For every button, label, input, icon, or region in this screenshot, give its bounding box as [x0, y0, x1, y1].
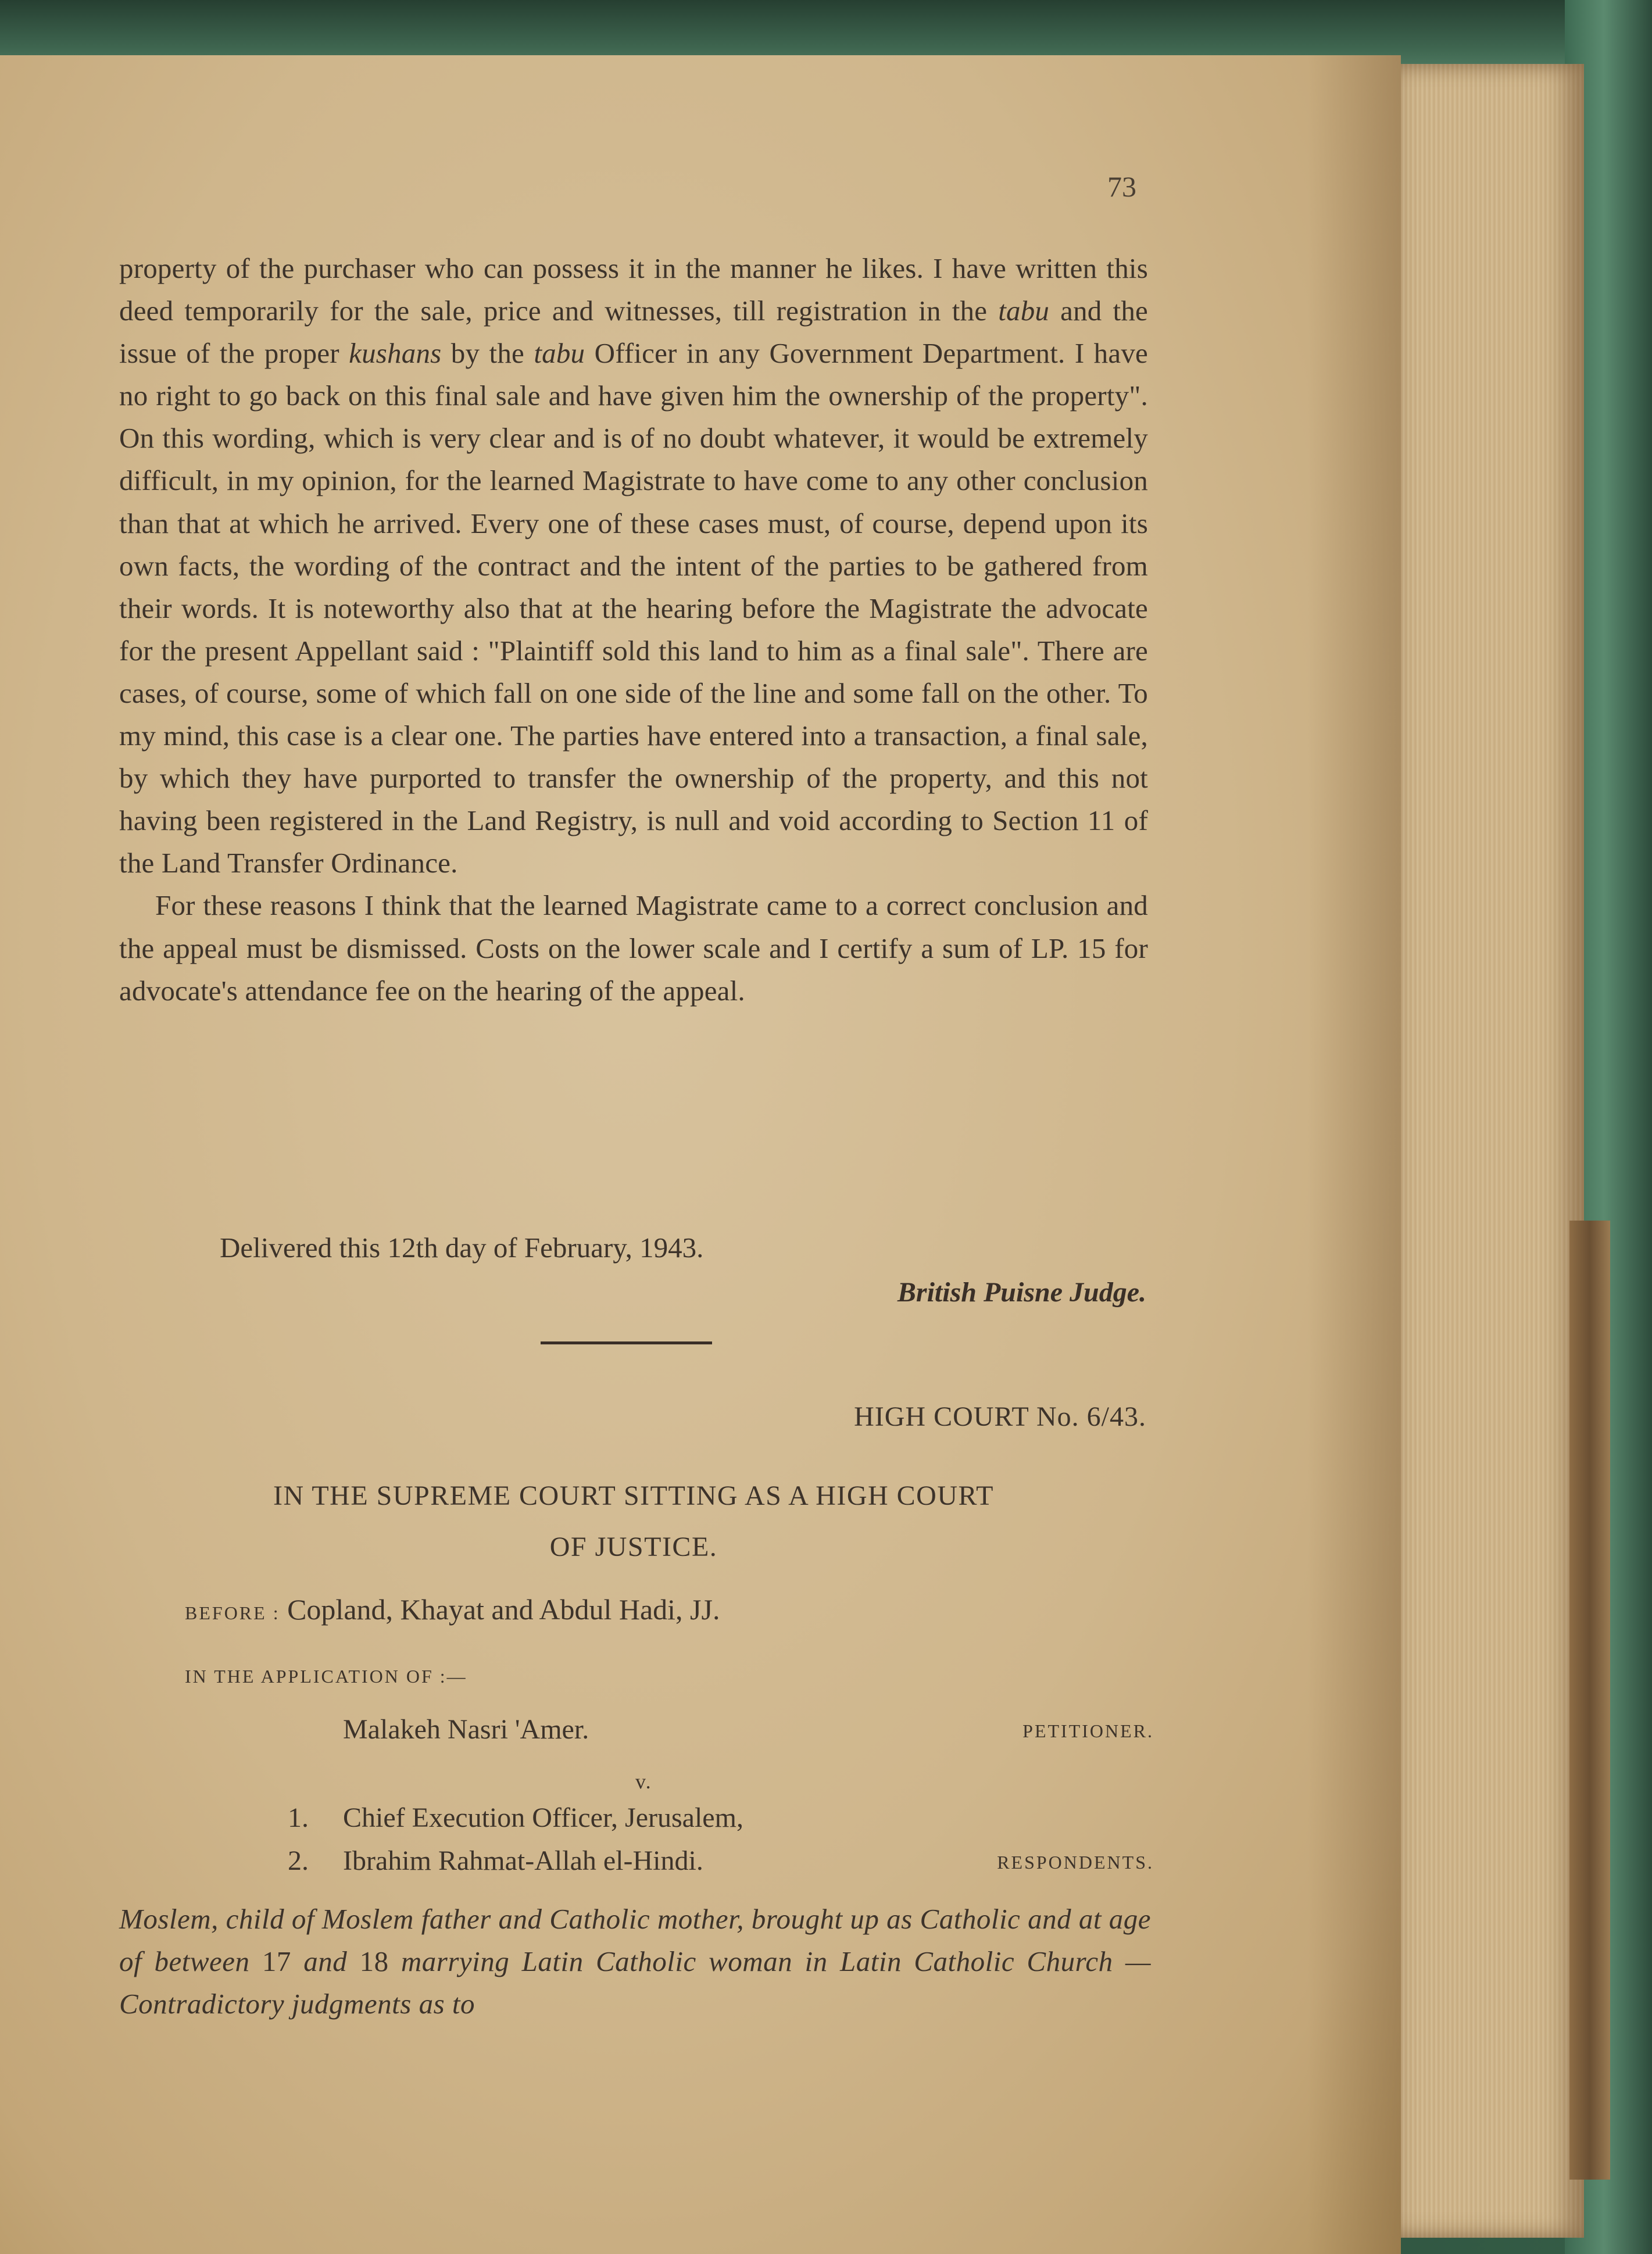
before-label: BEFORE :: [185, 1602, 280, 1623]
text-run: property of the purchaser who can possess it in the manner he likes. I have written this deed temporarily for the sale, price and witnesses, till registration in the: [119, 252, 1148, 327]
judgment-body: [119, 247, 1148, 1012]
headnote-run: and: [291, 1945, 360, 1977]
delivery-date-line: Delivered this 12th day of February, 1943.: [220, 1232, 704, 1264]
respondent-number: 1.: [288, 1802, 309, 1833]
application-label: IN THE APPLICATION OF :—: [185, 1666, 467, 1687]
petitioner-row: [343, 1713, 1154, 1745]
versus-label: v.: [635, 1770, 652, 1793]
court-heading: [110, 1471, 1157, 1573]
case-number: HIGH COURT No. 6/43.: [854, 1401, 1146, 1432]
page-number: 73: [1107, 170, 1136, 203]
headnote-run: 18: [359, 1945, 389, 1977]
italic-term: tabu: [534, 337, 585, 370]
italic-term: kushans: [349, 337, 442, 370]
court-heading-line-1: IN THE SUPREME COURT SITTING AS A HIGH COURT: [273, 1480, 994, 1511]
respondent-name: Ibrahim Rahmat-Allah el-Hindi.: [343, 1845, 703, 1876]
section-divider: [541, 1341, 712, 1344]
bench-line: [185, 1593, 720, 1626]
respondent-row-2: [288, 1845, 1154, 1877]
respondent-row-1: [288, 1802, 1154, 1834]
petitioner-name: Malakeh Nasri 'Amer.: [343, 1714, 589, 1745]
italic-term: tabu: [998, 295, 1050, 327]
text-run: and the issue of the proper: [119, 295, 1148, 370]
paragraph-1: [119, 247, 1148, 884]
torn-spine: [1569, 1221, 1610, 2180]
respondents-role: RESPONDENTS.: [997, 1852, 1154, 1873]
judges-names: Copland, Khayat and Abdul Hadi, JJ.: [287, 1593, 720, 1626]
judge-signature: British Puisne Judge.: [897, 1277, 1146, 1308]
text-run: by the: [441, 337, 534, 370]
headnote-run: 17: [262, 1945, 291, 1977]
headnote-run: marrying Latin Catholic woman in Latin Catholic Church — Contradictory judgments as to: [119, 1945, 1152, 2020]
page-block-edge: [1389, 64, 1584, 2238]
respondent-name: Chief Execution Officer, Jerusalem,: [343, 1802, 743, 1833]
petitioner-role: PETITIONER.: [1022, 1720, 1154, 1741]
text-run: Officer in any Government Department. I have no right to go back on this final sale and have given him the ownership of the property". On this wording, which is very clear and is of no doubt whatever, it would be extremely difficult, in my opinion, for the learned Magistrate to have come to any other conclusion than that at which he arrived. Every one of these cases must, of course, depend upon its own facts, the wording of the contract and the intent of the parties to be gathered from their words. It is noteworthy also that at the hearing before the Magistrate the advocate for the present Appellant said : "Plaintiff sold this land to him as a final sale". There are cases, of course, some of which fall on one side of the line and some fall on the other. To my mind, this case is a clear one. The parties have entered into a transaction, a final sale, by which they have purported to transfer the ownership of the property, and this not having been registered in the Land Registry, is null and void according to Section 11 of the Land Transfer Ordinance.: [119, 337, 1148, 879]
respondent-number: 2.: [288, 1845, 309, 1876]
court-heading-line-2: OF JUSTICE.: [549, 1532, 718, 1562]
headnote-text: [119, 1898, 1151, 2025]
paragraph-2: For these reasons I think that the learned Magistrate came to a correct conclusion and the appeal must be dismissed. Costs on the lower scale and I certify a sum of LP. 15 for advocate's attendance fee on the hearing of the appeal.: [119, 889, 1148, 1007]
headnote: [119, 1898, 1151, 2025]
headnote-run: Moslem, child of Moslem father and Catholic mother, brought up as Catholic and at age of between: [119, 1903, 1151, 1977]
